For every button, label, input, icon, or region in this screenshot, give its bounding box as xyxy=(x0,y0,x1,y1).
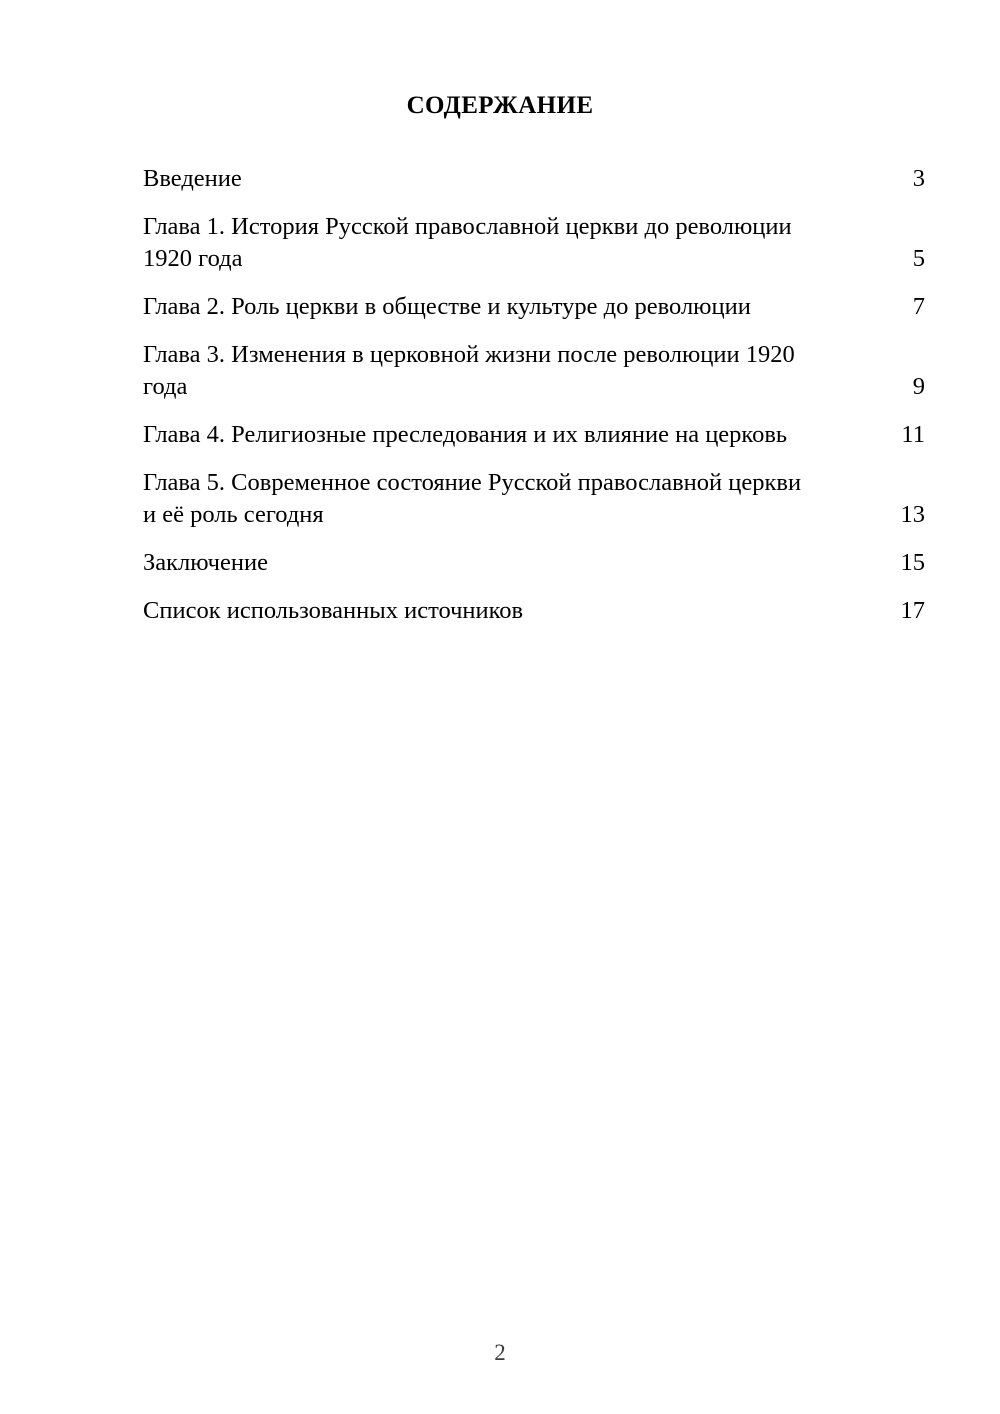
toc-entry-page: 3 xyxy=(912,165,925,192)
toc-entry-page: 13 xyxy=(900,501,925,528)
toc-entry-label: Введение xyxy=(143,165,242,192)
toc-entry-page: 5 xyxy=(912,245,925,272)
toc-entry-chapter-5[interactable] xyxy=(143,467,925,531)
table-of-contents xyxy=(143,163,925,643)
toc-entry-page: 9 xyxy=(912,373,925,400)
toc-entry-chapter-2[interactable] xyxy=(143,291,925,323)
toc-entry-label: Глава 1. История Русской православной церкви до революции 1920 года xyxy=(143,213,792,272)
toc-entry-label: Список использованных источников xyxy=(143,597,524,624)
toc-entry-label: Глава 3. Изменения в церковной жизни после революции 1920 года xyxy=(143,341,795,400)
toc-entry-references[interactable] xyxy=(143,595,925,627)
toc-entry-chapter-4[interactable] xyxy=(143,419,925,451)
toc-entry-chapter-1[interactable] xyxy=(143,211,925,275)
page-title: СОДЕРЖАНИЕ xyxy=(406,92,594,119)
toc-entry-chapter-3[interactable] xyxy=(143,339,925,403)
toc-entry-label: Глава 4. Религиозные преследования и их влияние на церковь xyxy=(143,421,788,448)
toc-entry-introduction[interactable] xyxy=(143,163,925,195)
toc-entry-label: Глава 5. Современное состояние Русской православной церкви и её роль сегодня xyxy=(143,469,802,528)
toc-entry-conclusion[interactable] xyxy=(143,547,925,579)
toc-entry-page: 17 xyxy=(900,597,925,624)
toc-entry-page: 11 xyxy=(901,421,925,448)
toc-entry-label: Глава 2. Роль церкви в обществе и культуре до революции xyxy=(143,293,751,320)
toc-entry-label: Заключение xyxy=(143,549,268,576)
toc-entry-page: 7 xyxy=(912,293,925,320)
toc-entry-page: 15 xyxy=(900,549,925,576)
page-footer-number: 2 xyxy=(494,1340,506,1365)
